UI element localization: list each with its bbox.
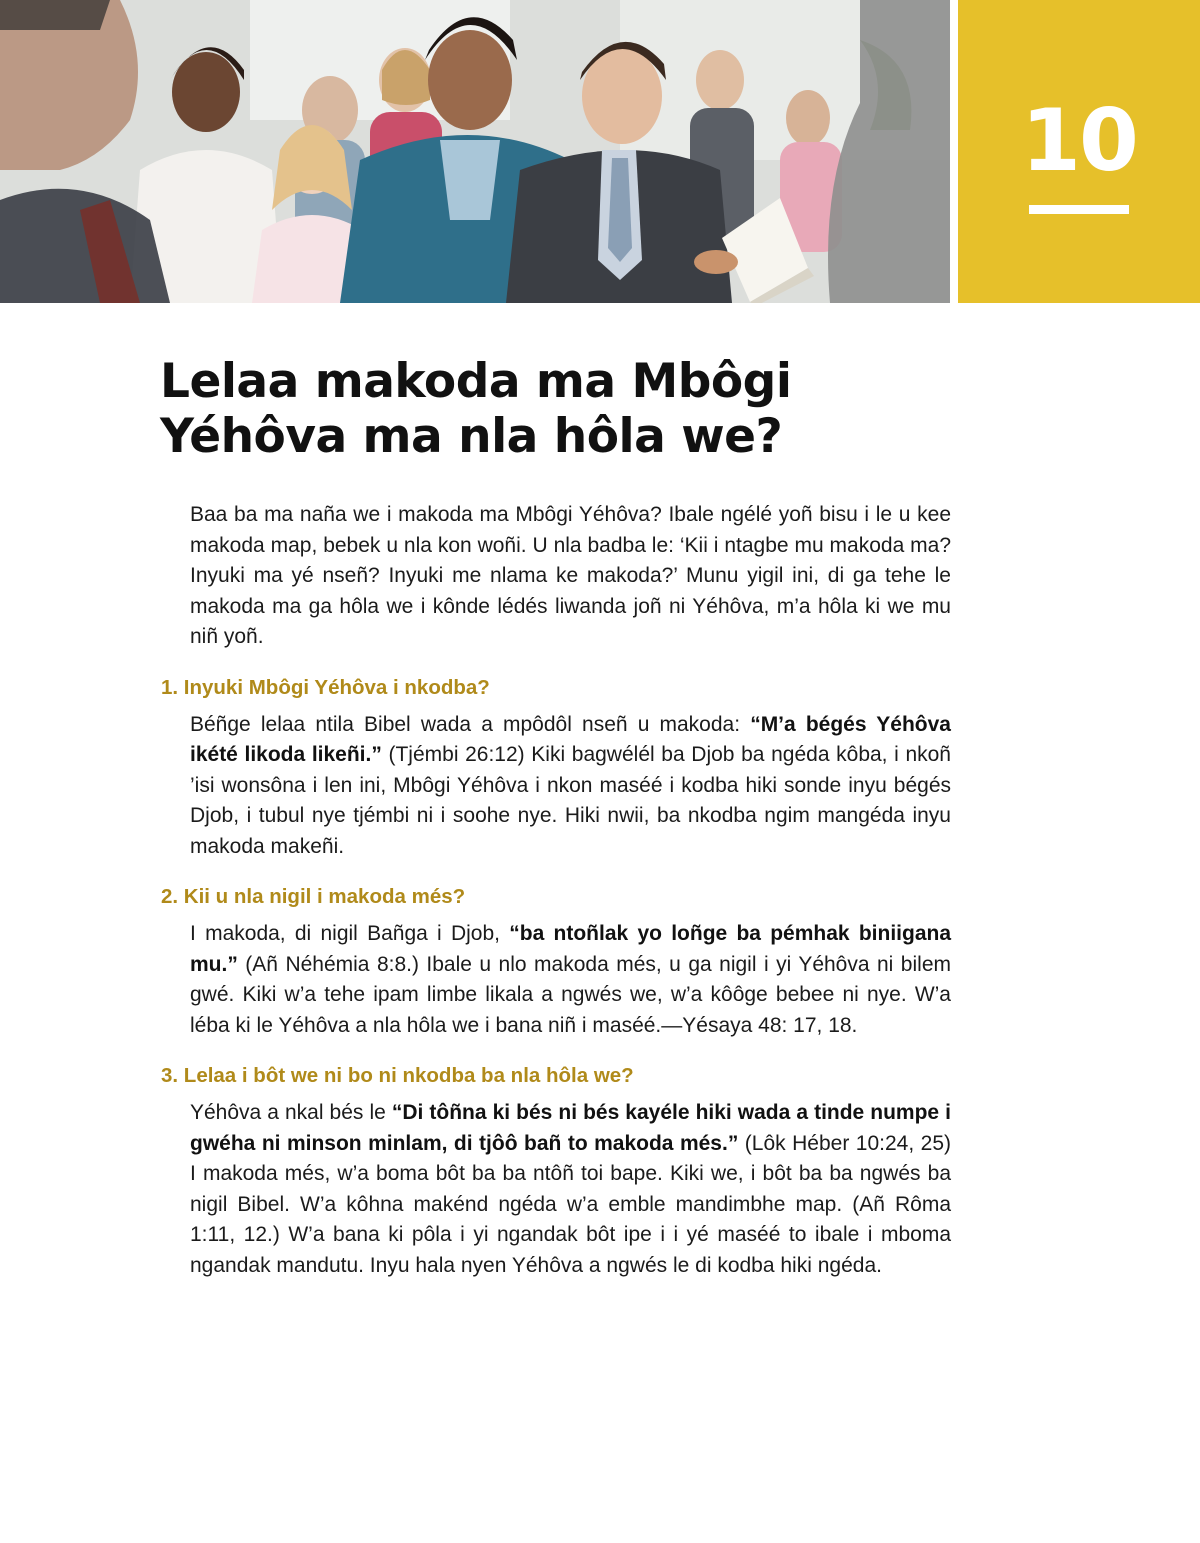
section-paragraph [190, 1098, 951, 1281]
section-paragraph [190, 710, 951, 863]
text-run: (Añ Néhémia 8:8.) Ibale u nlo makoda més, u ga nigil i yi Yéhôva ni bilem gwé. Kiki w’a tehe ipam limbe likala a ngwés we, w’a kôôge bebee ni nye. W’a léba ki le Yéhôva a nla hôla we i bana niñ i maséé.—Yésaya 48: 17, 18. [190, 952, 951, 1037]
question-heading: 1. Inyuki Mbôgi Yéhôva i nkodba? [161, 675, 490, 699]
chapter-badge [958, 0, 1200, 303]
article-body [161, 500, 952, 1281]
title-line-1: Lelaa makoda ma Mbôgi [160, 354, 792, 409]
question-heading: 3. Lelaa i bôt we ni bo ni nkodba ba nla hôla we? [161, 1064, 634, 1087]
section-3 [161, 1061, 952, 1281]
text-run: Béñge lelaa ntila Bibel wada a mpôdôl nseñ u makoda: [190, 712, 751, 736]
bold-quote: “Di tôñna ki bés ni bés kayéle hiki wada a tinde numpe i gwéha ni minson minlam, di tjôô bañ to makoda més.” [190, 1101, 951, 1155]
section-1 [161, 673, 951, 863]
title-line-2: Yéhôva ma nla hôla we? [160, 409, 783, 464]
question-heading: 2. Kii u nla nigil i makoda més? [161, 885, 466, 908]
bold-quote: “ba ntoñlak yo loñge ba pémhak biniigana mu.” [190, 922, 951, 976]
text-run: (Tjémbi 26:12) Kiki bagwélél ba Djob ba ngéda kôba, i nkoñ ’isi wonsôna i len ini, Mbôgi Yéhôva i nkon maséé i kodba hiki sonde inyu bégés Djob, i tubul nye tjémbi ni i soohe nye. Hiki nwii, ba nkodba ngim mangéda inyu makoda makeñi. [190, 743, 951, 858]
intro-paragraph: Baa ba ma naña we i makoda ma Mbôgi Yéhôva? Ibale ngélé yoñ bisu i le u kee makoda map, bebek u nla kon woñi. U nla badba le: ‘Kii i ntagbe mu makoda ma? Inyuki ma yé nseñ? Inyuki me nlama ke makoda?’ Munu yigil ini, di ga tehe le makoda ma ga hôla we i kônde lédés liwanda joñ ni Yéhôva, m’a hôla ki we mu niñ yoñ. [190, 503, 951, 648]
chapter-number: 10 [1021, 91, 1137, 191]
text-run: I makoda, di nigil Bañga i Djob, [190, 922, 510, 945]
section-paragraph [190, 919, 951, 1041]
text-run: (Lôk Héber 10:24, 25) I makoda més, w’a boma bôt ba ba ntôñ toi bape. Kiki we, i bôt ba ba ngwés ba nigil Bibel. W’a kôhna makénd ngéda w’a emble mandimbhe map. (Añ Rôma 1:11, 12.) W’a bana ki pôla i yi ngandak bôt ipe i i yé maséé to ibale i mboma ngandak mandutu. Inyu hala nyen Yéhôva a ngwés le di kodba hiki ngéda. [190, 1131, 952, 1277]
text-run: Yéhôva a nkal bés le [190, 1101, 392, 1124]
section-2 [161, 882, 951, 1041]
chapter-underline [1029, 205, 1129, 214]
page-title [160, 354, 960, 464]
header-photo [0, 0, 950, 303]
bold-quote: “M’a bégés Yéhôva ikété likoda likeñi.” [190, 712, 951, 766]
